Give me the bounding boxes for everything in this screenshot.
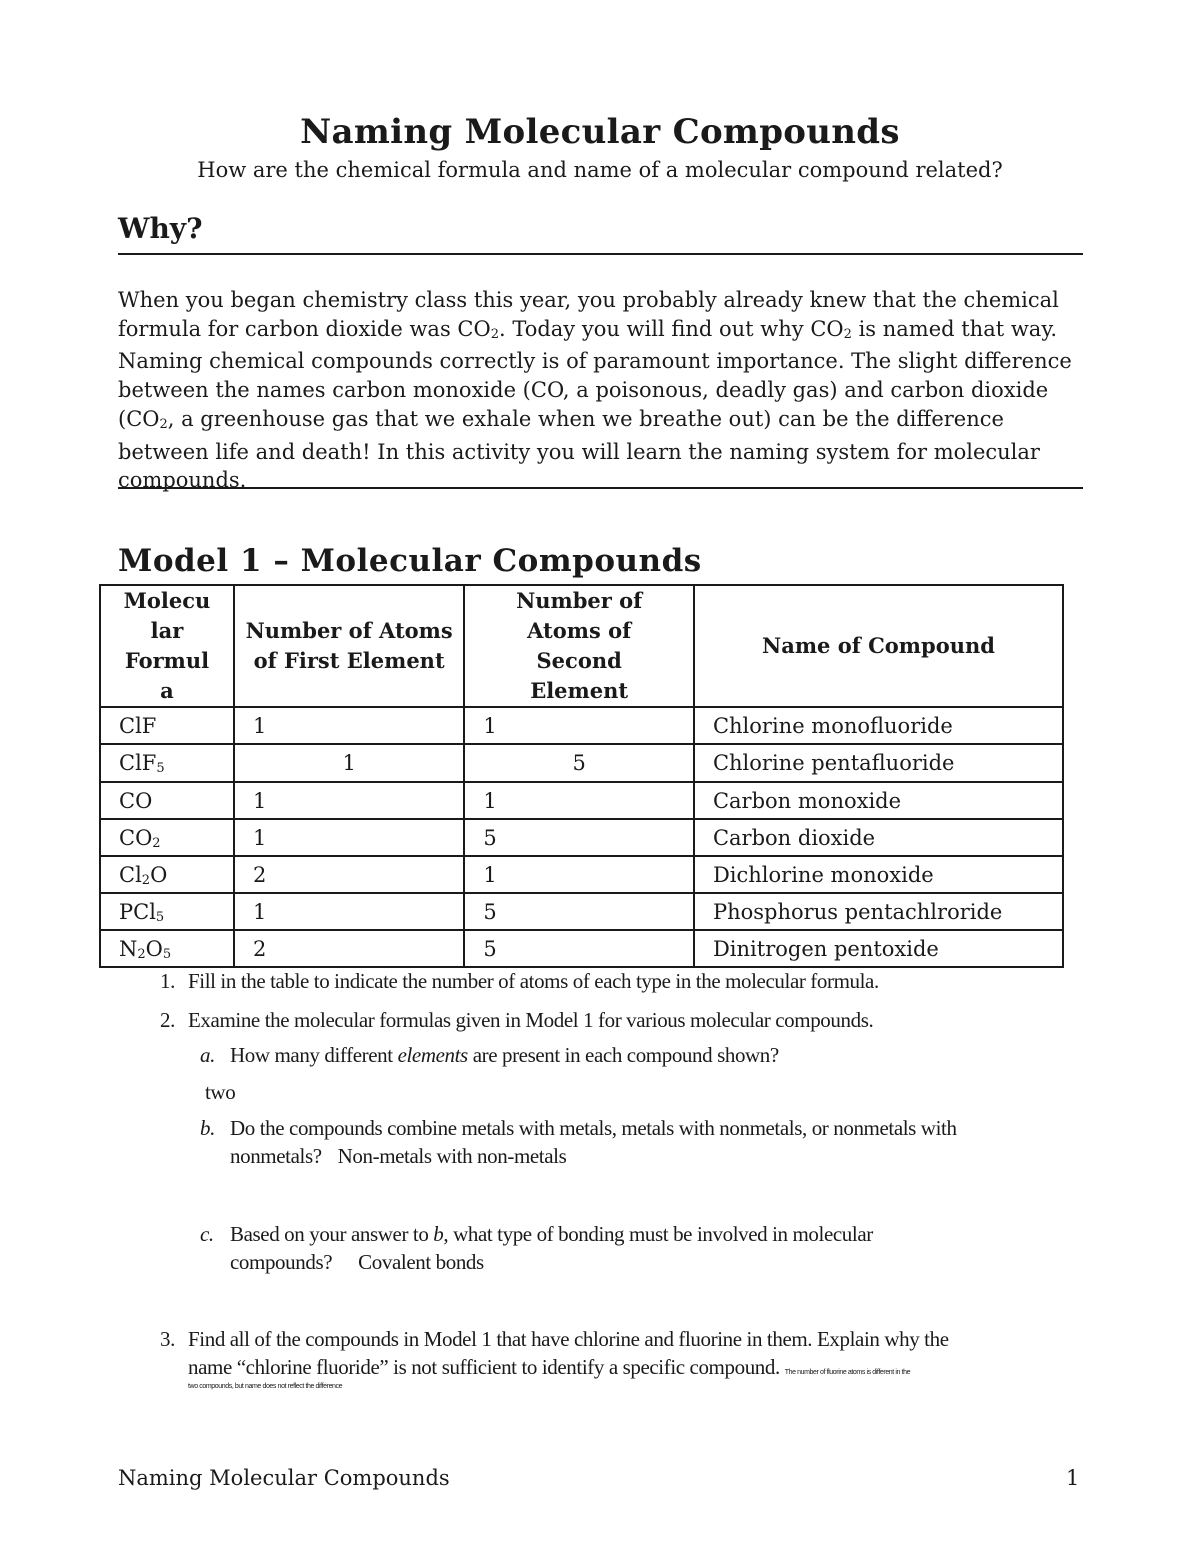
why-bottom-rule (118, 487, 1083, 489)
compound-name-cell: Carbon monoxide (694, 782, 1063, 819)
first-count-cell: 1 (234, 893, 464, 930)
formula-cell: CO (100, 782, 234, 819)
compound-name-cell: Phosphorus pentachlroride (694, 893, 1063, 930)
first-count-cell: 1 (234, 819, 464, 856)
footer-title: Naming Molecular Compounds (118, 1466, 450, 1490)
formula-cell: PCl$_5$ (100, 893, 234, 930)
q2-text: Examine the molecular formulas given in Model 1 for various molecular compounds. (188, 1008, 874, 1032)
q2b-answer: Non-metals with non-metals (337, 1144, 567, 1168)
header-second-element: Number of Atoms of Second Element (464, 585, 694, 707)
header-compound-name: Name of Compound (694, 585, 1063, 707)
compound-name-cell: Dichlorine monoxide (694, 856, 1063, 893)
compound-name-cell: Carbon dioxide (694, 819, 1063, 856)
q2b-label: b. (200, 1116, 215, 1140)
first-count-cell: 2 (234, 856, 464, 893)
first-count-cell: 1 (234, 744, 464, 782)
q2c-text-line2: compounds? Covalent bonds (230, 1250, 484, 1274)
second-count-cell: 5 (464, 819, 694, 856)
second-count-cell: 5 (464, 930, 694, 967)
formula-cell: $Cl_2O$ (100, 856, 234, 893)
page-number: 1 (1066, 1466, 1080, 1490)
second-count-cell: 5 (464, 893, 694, 930)
q2b-text-line2: nonmetals? Non-metals with non-metals (230, 1144, 567, 1168)
model-table (99, 584, 1064, 968)
why-heading: Why? (118, 212, 203, 245)
second-count-cell: 1 (464, 782, 694, 819)
q1-number: 1. (160, 969, 175, 993)
q3-text-line1: Find all of the compounds in Model 1 that have chlorine and fluorine in them. Explain why the (188, 1327, 949, 1351)
compound-name-cell: Dinitrogen pentoxide (694, 930, 1063, 967)
q2c-label: c. (200, 1222, 214, 1246)
q3-answer-line1: The number of fluorine atoms is different in the (784, 1369, 911, 1376)
q2c-answer: Covalent bonds (358, 1250, 484, 1274)
q3-number: 3. (160, 1327, 175, 1351)
second-count-cell: 5 (464, 744, 694, 782)
second-count-cell: 1 (464, 707, 694, 744)
q3-text-line2: name “chlorine fluoride” is not sufficient to identify a specific compound. The number of fluorine atoms is different in the (188, 1355, 911, 1379)
compound-name-cell: Chlorine pentafluoride (694, 744, 1063, 782)
table-row (100, 819, 1063, 856)
formula-cell: $N_2O_5$ (100, 930, 234, 967)
table-row (100, 893, 1063, 930)
page-subtitle: How are the chemical formula and name of a molecular compound related? (197, 158, 1003, 182)
table-row (100, 930, 1063, 967)
header-first-element: Number of Atoms of First Element (234, 585, 464, 707)
q2a-text: How many different elements are present in each compound shown? (230, 1043, 779, 1067)
first-count-cell: 1 (234, 707, 464, 744)
model-title: Model 1 – Molecular Compounds (118, 543, 702, 579)
q2b-text-line1: Do the compounds combine metals with metals, metals with nonmetals, or nonmetals with (230, 1116, 957, 1140)
q1-text: Fill in the table to indicate the number of atoms of each type in the molecular formula. (188, 969, 879, 993)
second-count-cell: 1 (464, 856, 694, 893)
table-row (100, 707, 1063, 744)
why-paragraph: When you began chemistry class this year, you probably already knew that the chemical formula for carbon dioxide was $CO_2$. Today you will find out why $CO_2$ is named that way. Naming chemical compounds correctly is of paramount importance. The slight difference between the names carbon monoxide (CO, a poisonous, deadly gas) and carbon dioxide ($CO_2$, a greenhouse gas that we exhale when we breathe out) can be the difference between life and death! In this activity you will learn the naming system for molecular compounds. (118, 288, 1072, 493)
q2-number: 2. (160, 1008, 175, 1032)
q2a-answer: two (205, 1080, 236, 1104)
table-header-row (100, 585, 1063, 707)
first-count-cell: 1 (234, 782, 464, 819)
table-row (100, 782, 1063, 819)
table-row (100, 744, 1063, 782)
formula-cell: $CO_2$ (100, 819, 234, 856)
page-title: Naming Molecular Compounds (300, 112, 900, 152)
q3-answer-line2: two compounds, but name does not reflect the difference (188, 1383, 343, 1390)
q2a-label: a. (200, 1043, 215, 1067)
compound-name-cell: Chlorine monofluoride (694, 707, 1063, 744)
first-count-cell: 2 (234, 930, 464, 967)
formula-cell: ClF (100, 707, 234, 744)
table-row (100, 856, 1063, 893)
q2c-text-line1: Based on your answer to b, what type of bonding must be involved in molecular (230, 1222, 873, 1246)
formula-cell: ClF$_5$ (100, 744, 234, 782)
header-formula: Molecu lar Formul a (100, 585, 234, 707)
why-top-rule (118, 253, 1083, 255)
